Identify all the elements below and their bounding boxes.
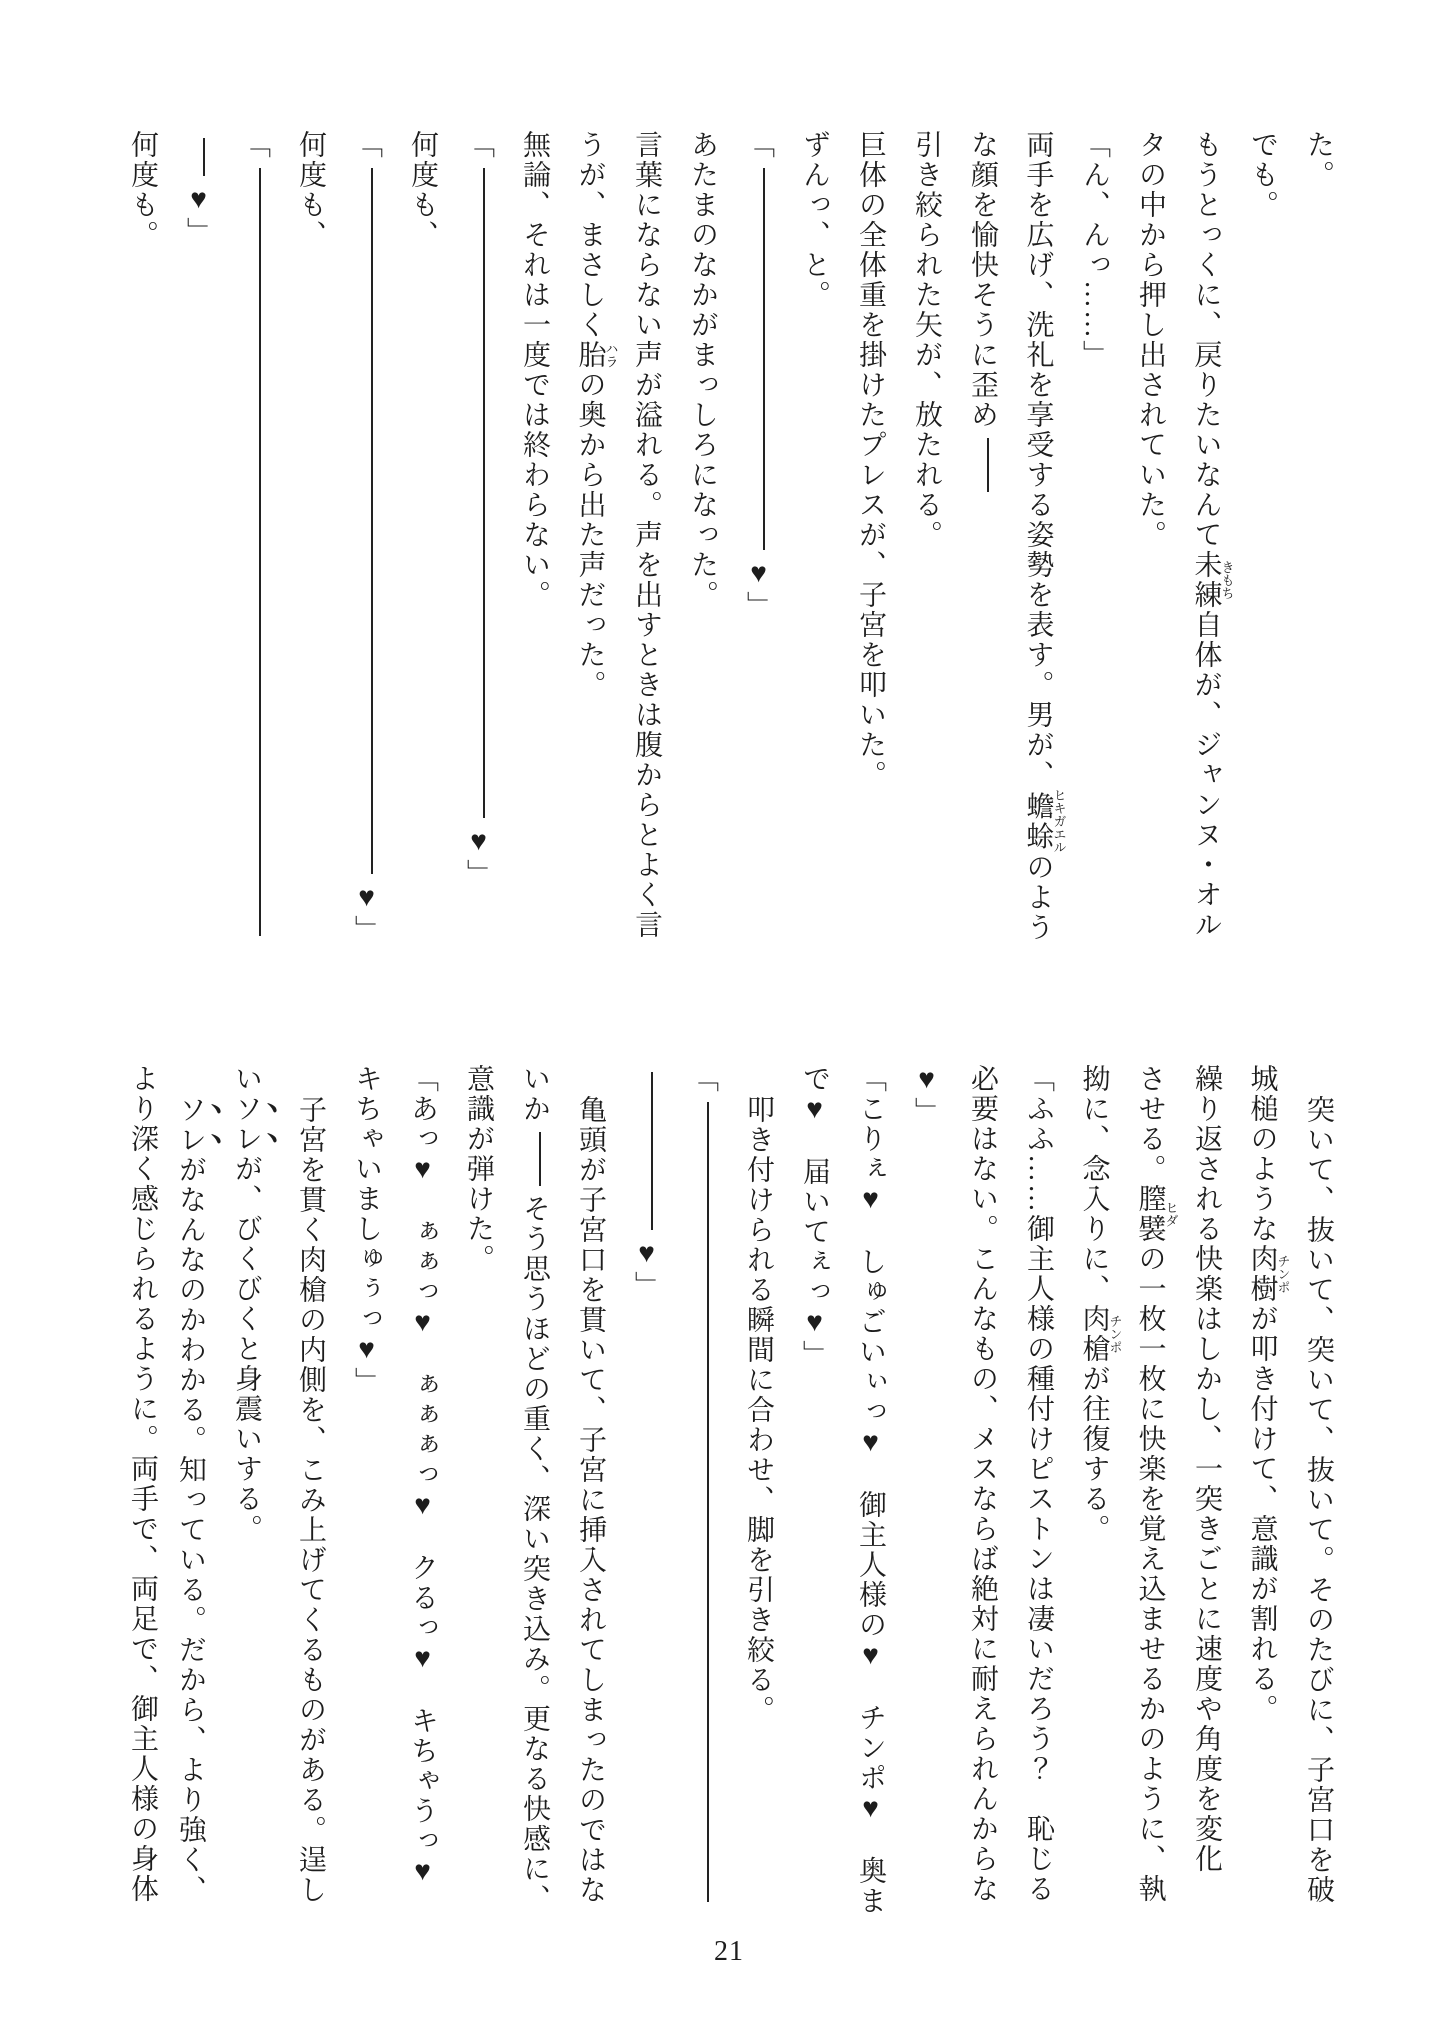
text-column: 「ん、んっ……」 — [1079, 130, 1110, 370]
dialogue-rule-line — [651, 1072, 653, 1230]
furigana-term: 肉樹チンポ — [1246, 1244, 1291, 1304]
furigana-term: 膣襞ヒダ — [1134, 1184, 1179, 1244]
text-column: ソレがなんなのかわかる。知っている。だから、より強く、 — [175, 1095, 206, 1905]
text-column: 叩き付けられる瞬間に合わせ、脚を引き絞る。 — [743, 1095, 774, 1725]
text-column: 引き絞られた矢が、放たれる。 — [911, 130, 942, 550]
heart-icon: ♥ — [911, 1064, 942, 1097]
heart-icon: ♥ — [743, 558, 774, 591]
dialogue-line-column: 「♥」 — [743, 130, 774, 621]
heart-icon: ♥ — [855, 1640, 886, 1673]
page-number: 21 — [714, 1936, 744, 1967]
text-column: 言葉にならない声が溢れる。声を出すときは腹からとよく言 — [631, 130, 662, 940]
text-column: より深く感じられるように。両手で、両足で、御主人様の身体 — [127, 1064, 158, 1904]
text-column: させる。膣襞ヒダの一枚一枚に快楽を覚え込ませるかのように、執 — [1134, 1064, 1179, 1904]
heart-icon: ♥ — [183, 184, 214, 217]
text-column: ♥」 — [911, 1064, 942, 1127]
text-column: タの中から押し出されていた。 — [1135, 130, 1166, 550]
furigana-term: 蟾蜍ヒキガエル — [1022, 788, 1067, 854]
text-column: 何度も、 — [295, 130, 326, 250]
text-column: 「ふふ……御主人様の種付けピストンは凄いだろう？ 恥じる — [1023, 1064, 1054, 1904]
text-column: いソレが、びくびくと身震いする。 — [231, 1064, 262, 1544]
heart-icon: ♥ — [351, 1334, 382, 1367]
dialogue-line-column: ♥」 — [618, 1064, 674, 1942]
text-column: 無論、それは一度では終わらない。 — [519, 130, 550, 610]
heart-icon: ♥ — [855, 1427, 886, 1460]
dialogue-line-column: 「♥」 — [463, 130, 494, 889]
text-column: でも。 — [1247, 130, 1278, 220]
dialogue-rule-line — [259, 168, 261, 936]
dialogue-rule-line — [483, 168, 485, 818]
text-column: 巨体の全体重を掛けたプレスが、子宮を叩いた。 — [855, 130, 886, 790]
text-column: 拗に、念入りに、肉槍チンポが往復する。 — [1078, 1064, 1123, 1544]
heart-icon: ♥ — [407, 1490, 438, 1523]
text-column: うが、まさしく胎ハラの奥から出た声だった。 — [574, 130, 619, 700]
heart-icon: ♥ — [351, 882, 382, 915]
text-column: 亀頭が子宮口を貫いて、子宮に挿入されてしまったのではな — [575, 1095, 606, 1905]
top-text-block — [114, 130, 1346, 962]
text-column: 城槌のような肉樹チンポが叩き付けて、意識が割れる。 — [1246, 1064, 1291, 1724]
text-column: 何度も、 — [407, 130, 438, 250]
heart-icon: ♥ — [799, 1307, 830, 1340]
text-column: で♥ 届いてぇっ♥」 — [799, 1064, 830, 1370]
text-column: 繰り返される快楽はしかし、一突きごとに速度や角度を変化 — [1191, 1064, 1222, 1874]
heart-icon: ♥ — [407, 1856, 438, 1889]
text-column: 子宮を貫く肉槍の内側を、こみ上げてくるものがある。逞し — [295, 1095, 326, 1905]
emphasis-dots-text: ソレ — [175, 1095, 206, 1155]
text-column: 両手を広げ、洗礼を享受する姿勢を表す。男が、蟾蜍ヒキガエルのよう — [1022, 130, 1067, 943]
dialogue-line-column: いかそう思うほどの重く、深い突き込み。更なる快感に、 — [519, 1064, 550, 1914]
dialogue-rule-line — [539, 1132, 541, 1186]
dialogue-line-column: な顔を愉快そうに歪め — [954, 130, 1010, 962]
dialogue-line-column: 「 — [674, 1064, 730, 1942]
heart-icon: ♥ — [855, 1184, 886, 1217]
text-column: た。 — [1303, 130, 1334, 190]
heart-icon: ♥ — [631, 1238, 662, 1271]
furigana-term: 肉槍チンポ — [1078, 1304, 1123, 1364]
heart-icon: ♥ — [407, 1154, 438, 1187]
dialogue-line-column: 「♥」 — [351, 130, 382, 945]
heart-icon: ♥ — [407, 1643, 438, 1676]
text-column: 意識が弾けた。 — [463, 1064, 494, 1274]
text-column: ずんっ、と。 — [799, 130, 830, 310]
dialogue-rule-line — [371, 168, 373, 874]
heart-icon: ♥ — [407, 1307, 438, 1340]
text-column: 何度も。 — [127, 130, 158, 250]
text-column: あたまのなかがまっしろになった。 — [687, 130, 718, 610]
heart-icon: ♥ — [463, 826, 494, 859]
dialogue-rule-line — [763, 168, 765, 550]
dialogue-line-column: 「 — [226, 130, 282, 962]
dialogue-rule-line — [203, 138, 205, 176]
bottom-text-block — [114, 1064, 1346, 1942]
text-column: 必要はない。こんなもの、メスならば絶対に耐えられんからな — [967, 1064, 998, 1904]
text-column: 突いて、抜いて、突いて、抜いて。そのたびに、子宮口を破 — [1303, 1095, 1334, 1905]
furigana-term: 未練きもち — [1190, 550, 1235, 610]
furigana-term: 胎ハラ — [574, 340, 619, 370]
text-column: 「あっ♥ ぁぁっ♥ ぁぁぁっ♥ クるっ♥ キちゃうっ♥ — [407, 1064, 438, 1889]
heart-icon: ♥ — [799, 1094, 830, 1127]
text-column: キちゃいましゅぅっ♥」 — [351, 1064, 382, 1397]
heart-icon: ♥ — [855, 1793, 886, 1826]
dialogue-rule-line — [987, 438, 989, 492]
dialogue-line-column: ♥」 — [170, 130, 226, 962]
text-column: 「こりぇ♥ しゅごいぃっ♥ 御主人様の♥ チンポ♥ 奥ま — [855, 1064, 886, 1916]
emphasis-dots-text: ソレ — [231, 1094, 262, 1154]
text-column: もうとっくに、戻りたいなんて未練きもち自体が、ジャンヌ・オル — [1190, 130, 1235, 940]
dialogue-rule-line — [707, 1102, 709, 1902]
